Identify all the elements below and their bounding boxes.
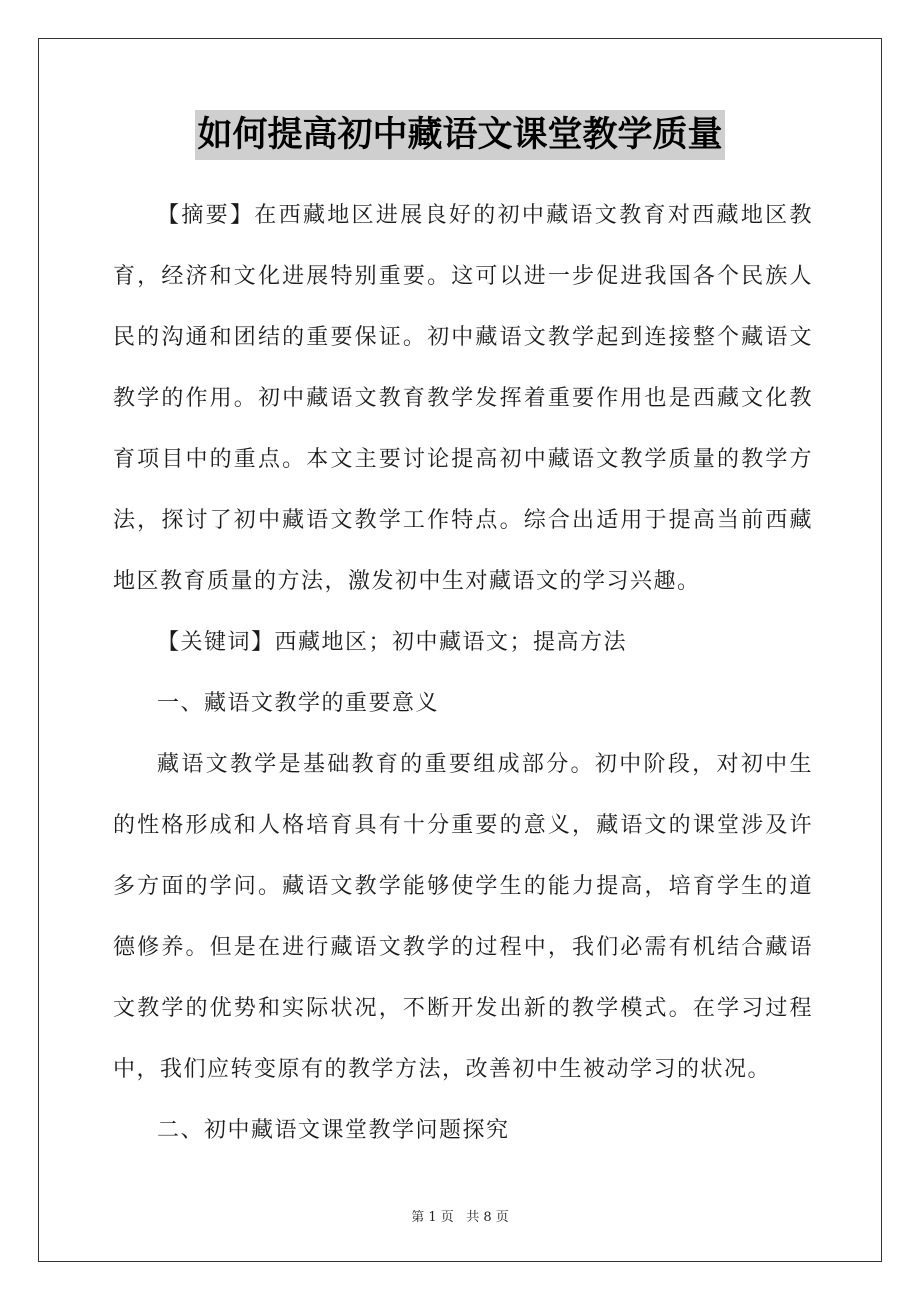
keywords-paragraph: 【关键词】西藏地区；初中藏语文；提高方法 <box>157 630 628 655</box>
section-heading-1: 一、藏语文教学的重要意义 <box>157 691 440 716</box>
abstract-paragraph: 【摘要】在西藏地区进展良好的初中藏语文教育对西藏地区教育，经济和文化进展特别重要。这可以进一步促进我国各个民族人民的沟通和团结的重要保证。初中藏语文教学起到连接整个藏语文教学的作用。初中藏语文教育教学发挥着重要作用也是西藏文化教育项目中的重点。本文主要讨论提高初中藏语文教学质量的教学方法，探讨了初中藏语文教学工作特点。综合出适用于提高当前西藏地区教育质量的方法，激发初中生对藏语文的学习兴趣。 <box>113 203 813 594</box>
page-total: 共 8 页 <box>466 1210 509 1225</box>
section-heading-2: 二、初中藏语文课堂教学问题探究 <box>157 1118 510 1143</box>
body-paragraph: 藏语文教学是基础教育的重要组成部分。初中阶段，对初中生的性格形成和人格培育具有十分重要的意义，藏语文的课堂涉及许多方面的学问。藏语文教学能够使学生的能力提高，培育学生的道德修养。但是在进行藏语文教学的过程中，我们必需有机结合藏语文教学的优势和实际状况，不断开发出新的教学模式。在学习过程中，我们应转变原有的教学方法，改善初中生被动学习的状况。 <box>113 752 813 1082</box>
title-container <box>0 110 920 160</box>
document-title: 如何提高初中藏语文课堂教学质量 <box>195 110 724 160</box>
document-body <box>113 185 813 1161</box>
page-number: 第 1 页 <box>411 1210 454 1225</box>
page-footer <box>0 1206 920 1225</box>
